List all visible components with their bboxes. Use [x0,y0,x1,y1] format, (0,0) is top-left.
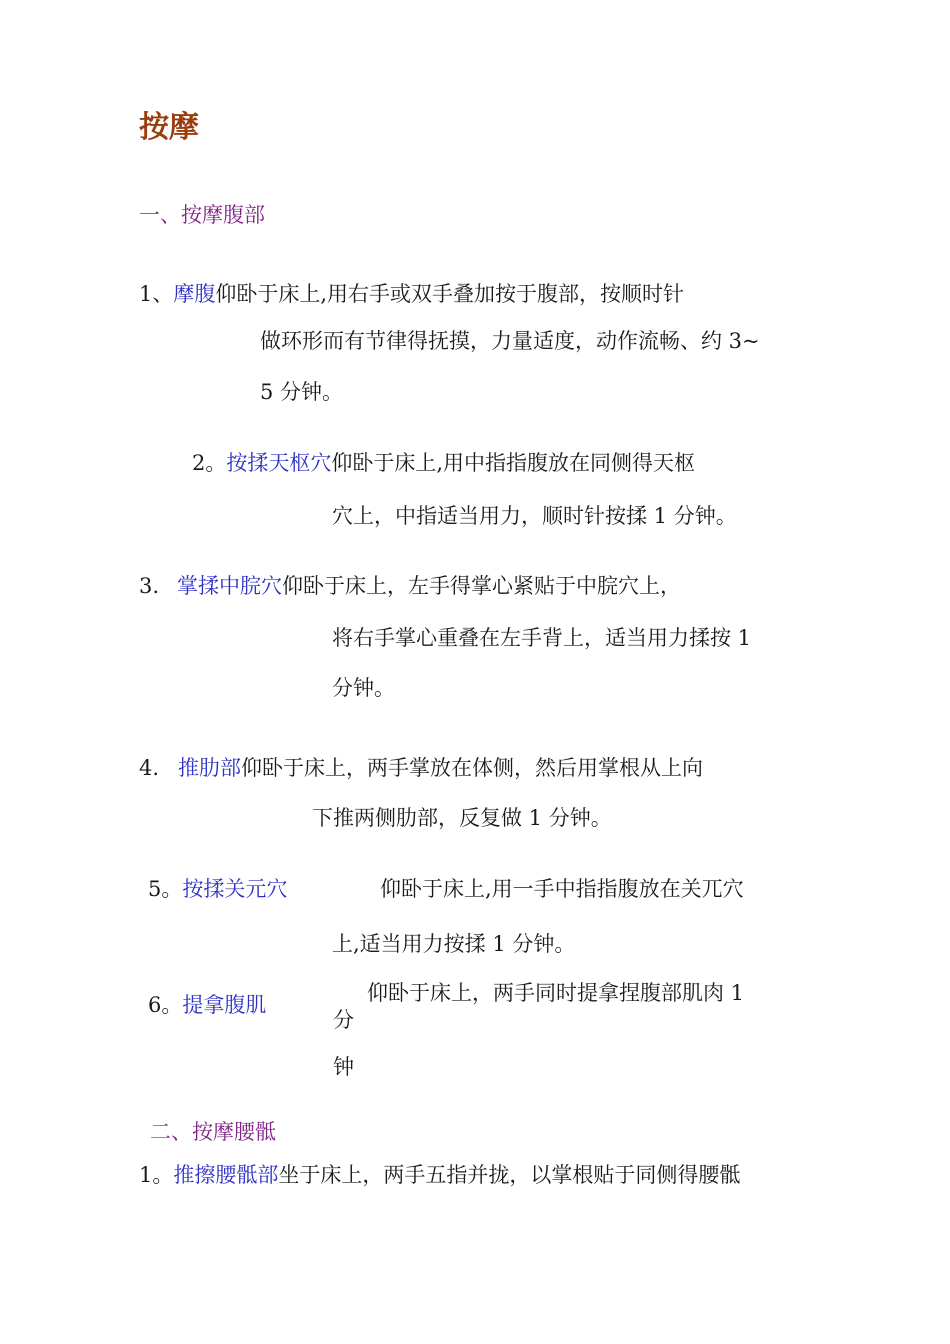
item-number: 2。 [192,451,227,475]
section-heading-abdomen: 一、按摩腹部 [139,203,265,227]
item-line: 仰卧于床上，左手得掌心紧贴于中脘穴上， [282,574,681,598]
item-line: 分钟。 [332,676,395,700]
list-item-1 [139,284,684,305]
list-item-5 [148,879,287,900]
item-number: 3. [139,574,160,598]
item-number: 1、 [139,282,174,306]
list-item-3 [139,576,681,597]
item-number: 6。 [148,993,183,1017]
page-title: 按摩 [139,110,199,145]
item-term: 提拿腹肌 [182,993,267,1017]
item-term: 推肋部 [178,756,241,780]
list-item-4 [139,758,703,779]
item-line: 仰卧于床上，两手同时提拿捏腹部肌肉 1 [367,981,745,1005]
item-line: 将右手掌心重叠在左手背上，适当用力揉按 1 [332,626,752,650]
item-term: 推擦腰骶部 [173,1163,279,1187]
item-line: 仰卧于床上,用一手中指指腹放在关兀穴 [380,877,744,901]
list-item-7 [139,1165,740,1186]
item-term: 按揉天枢穴 [226,451,332,475]
item-line: 做环形而有节律得抚摸，力量适度，动作流畅、约 3~ [260,329,760,353]
item-term: 按揉关元穴 [182,877,288,901]
item-line: 钟 [333,1055,354,1079]
item-line: 分 [333,1008,354,1032]
item-number: 4. [139,756,160,780]
item-line: 仰卧于床上,用右手或双手叠加按于腹部，按顺时针 [215,282,685,306]
item-line: 仰卧于床上,用中指指腹放在同侧得天枢 [331,451,696,475]
item-term: 掌揉中脘穴 [177,574,282,598]
item-number: 1。 [139,1163,174,1187]
item-line: 穴上，中指适当用力，顺时针按揉 1 分钟。 [332,504,737,528]
list-item-2 [192,453,695,474]
item-line: 坐于床上，两手五指并拢，以掌根贴于同侧得腰骶 [278,1163,741,1187]
item-line: 5 分钟。 [260,380,344,404]
item-term: 摩腹 [173,282,216,306]
list-item-6 [148,995,266,1016]
item-line: 仰卧于床上，两手掌放在体侧，然后用掌根从上向 [241,756,703,780]
section-heading-lumbosacral: 二、按摩腰骶 [150,1120,276,1144]
item-line: 上,适当用力按揉 1 分钟。 [332,932,576,956]
item-number: 5。 [148,877,183,901]
item-line: 下推两侧肋部，反复做 1 分钟。 [312,806,612,830]
